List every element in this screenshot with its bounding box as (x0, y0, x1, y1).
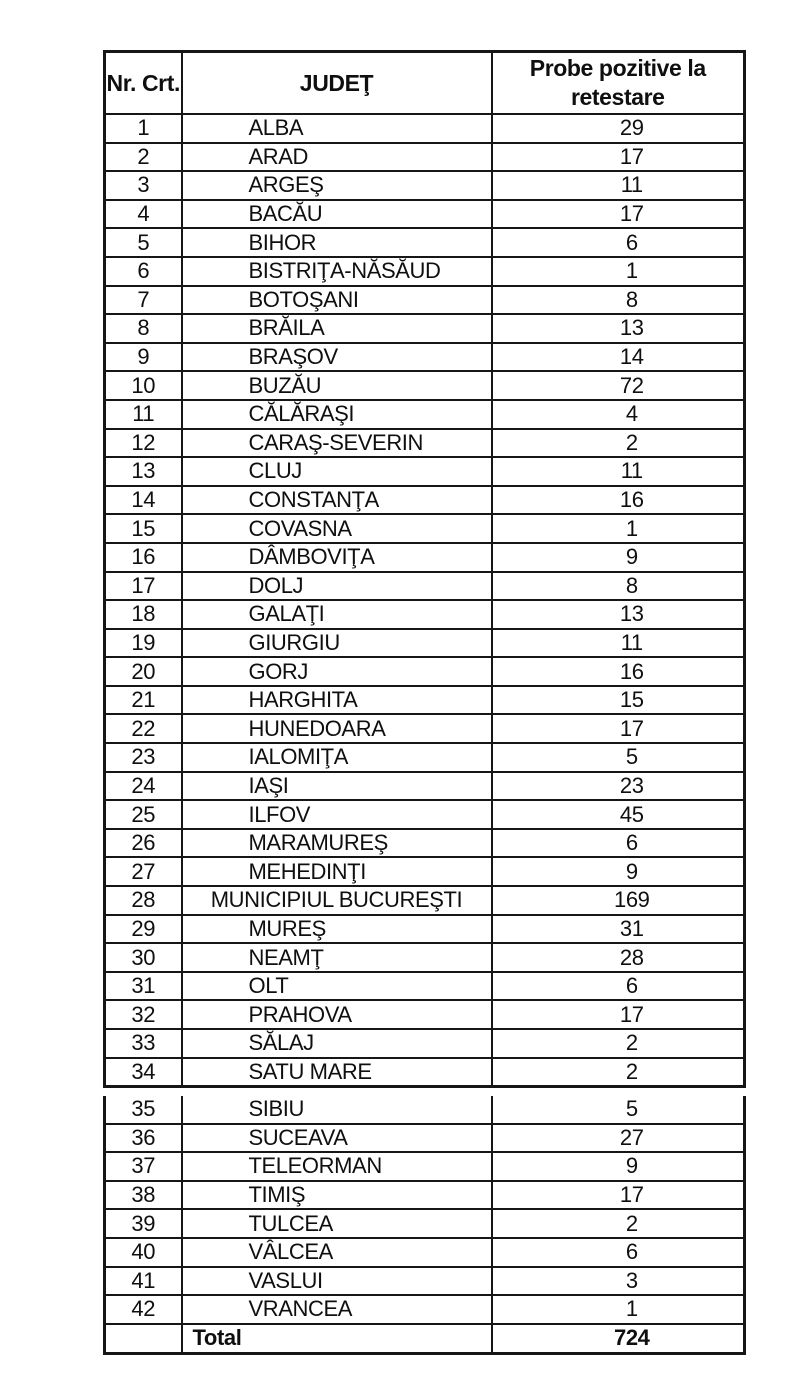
county-name-cell: VRANCEA (182, 1295, 492, 1324)
row-number-cell: 36 (105, 1124, 182, 1153)
table-row (105, 1238, 745, 1267)
row-number-cell: 2 (105, 143, 182, 172)
row-number-cell: 42 (105, 1295, 182, 1324)
positive-samples-cell: 2 (492, 1058, 745, 1087)
counties-table-part1 (103, 50, 746, 1088)
county-name-cell: GALAŢI (182, 600, 492, 629)
table-row (105, 200, 745, 229)
positive-samples-cell: 2 (492, 1209, 745, 1238)
table-row (105, 457, 745, 486)
row-number-cell: 27 (105, 857, 182, 886)
row-number-cell: 6 (105, 257, 182, 286)
positive-samples-cell: 17 (492, 200, 745, 229)
county-name-cell: SĂLAJ (182, 1029, 492, 1058)
county-name-cell: BACĂU (182, 200, 492, 229)
county-name-cell: BISTRIŢA-NĂSĂUD (182, 257, 492, 286)
row-number-cell: 40 (105, 1238, 182, 1267)
table-row (105, 543, 745, 572)
county-name-cell: BUZĂU (182, 371, 492, 400)
positive-samples-cell: 29 (492, 114, 745, 143)
county-name-cell: BRAŞOV (182, 343, 492, 372)
total-label: Total (182, 1324, 492, 1354)
county-name-cell: ALBA (182, 114, 492, 143)
row-number-cell: 17 (105, 572, 182, 601)
table-row (105, 343, 745, 372)
table-row (105, 1058, 745, 1087)
row-number-cell: 5 (105, 228, 182, 257)
total-empty-cell (105, 1324, 182, 1354)
positive-samples-cell: 8 (492, 286, 745, 315)
county-name-cell: PRAHOVA (182, 1000, 492, 1029)
county-name-cell: MUNICIPIUL BUCUREŞTI (182, 886, 492, 915)
table-row (105, 772, 745, 801)
col-header-probe-pozitive: Probe pozitive la retestare (492, 52, 745, 115)
county-name-cell: CĂLĂRAŞI (182, 400, 492, 429)
table-row (105, 629, 745, 658)
table-row (105, 514, 745, 543)
table-row (105, 1124, 745, 1153)
positive-samples-cell: 16 (492, 657, 745, 686)
positive-samples-cell: 16 (492, 486, 745, 515)
table-row (105, 1209, 745, 1238)
row-number-cell: 7 (105, 286, 182, 315)
row-number-cell: 31 (105, 972, 182, 1001)
table-footer (105, 1324, 745, 1354)
positive-samples-cell: 2 (492, 1029, 745, 1058)
table-row (105, 429, 745, 458)
positive-samples-cell: 31 (492, 915, 745, 944)
county-name-cell: NEAMŢ (182, 943, 492, 972)
table-row (105, 314, 745, 343)
positive-samples-cell: 1 (492, 514, 745, 543)
row-number-cell: 32 (105, 1000, 182, 1029)
positive-samples-cell: 17 (492, 714, 745, 743)
row-number-cell: 41 (105, 1267, 182, 1296)
table-row (105, 1267, 745, 1296)
positive-samples-cell: 4 (492, 400, 745, 429)
col-header-judet: JUDEŢ (182, 52, 492, 115)
county-name-cell: TELEORMAN (182, 1152, 492, 1181)
county-name-cell: OLT (182, 972, 492, 1001)
row-number-cell: 21 (105, 686, 182, 715)
county-name-cell: TIMIŞ (182, 1181, 492, 1210)
positive-samples-cell: 2 (492, 429, 745, 458)
row-number-cell: 22 (105, 714, 182, 743)
county-name-cell: DOLJ (182, 572, 492, 601)
county-name-cell: TULCEA (182, 1209, 492, 1238)
table-row (105, 1152, 745, 1181)
table-row (105, 857, 745, 886)
positive-samples-cell: 11 (492, 629, 745, 658)
table-row (105, 143, 745, 172)
positive-samples-cell: 1 (492, 1295, 745, 1324)
table-row (105, 286, 745, 315)
row-number-cell: 12 (105, 429, 182, 458)
table-row (105, 657, 745, 686)
row-number-cell: 25 (105, 800, 182, 829)
row-number-cell: 1 (105, 114, 182, 143)
table-row (105, 228, 745, 257)
table-row (105, 829, 745, 858)
positive-samples-cell: 13 (492, 314, 745, 343)
county-name-cell: HARGHITA (182, 686, 492, 715)
table-row (105, 572, 745, 601)
positive-samples-cell: 3 (492, 1267, 745, 1296)
total-value: 724 (492, 1324, 745, 1354)
positive-samples-cell: 14 (492, 343, 745, 372)
row-number-cell: 10 (105, 371, 182, 400)
row-number-cell: 33 (105, 1029, 182, 1058)
row-number-cell: 18 (105, 600, 182, 629)
table-row (105, 1029, 745, 1058)
table-row (105, 400, 745, 429)
positive-samples-cell: 13 (492, 600, 745, 629)
table-row (105, 886, 745, 915)
positive-samples-cell: 5 (492, 743, 745, 772)
row-number-cell: 8 (105, 314, 182, 343)
table-body-part1 (105, 114, 745, 1087)
row-number-cell: 20 (105, 657, 182, 686)
positive-samples-cell: 23 (492, 772, 745, 801)
row-number-cell: 29 (105, 915, 182, 944)
table-row (105, 972, 745, 1001)
row-number-cell: 4 (105, 200, 182, 229)
positive-samples-cell: 17 (492, 1000, 745, 1029)
row-number-cell: 16 (105, 543, 182, 572)
row-number-cell: 15 (105, 514, 182, 543)
county-name-cell: ARAD (182, 143, 492, 172)
table-row (105, 943, 745, 972)
row-number-cell: 26 (105, 829, 182, 858)
row-number-cell: 39 (105, 1209, 182, 1238)
row-number-cell: 34 (105, 1058, 182, 1087)
positive-samples-cell: 9 (492, 543, 745, 572)
positive-samples-cell: 169 (492, 886, 745, 915)
positive-samples-cell: 17 (492, 1181, 745, 1210)
positive-samples-cell: 1 (492, 257, 745, 286)
county-name-cell: CONSTANŢA (182, 486, 492, 515)
positive-samples-cell: 9 (492, 857, 745, 886)
county-name-cell: BIHOR (182, 228, 492, 257)
positive-samples-cell: 5 (492, 1096, 745, 1124)
county-name-cell: ARGEŞ (182, 171, 492, 200)
row-number-cell: 28 (105, 886, 182, 915)
table-header (105, 52, 745, 115)
table-body-part2 (105, 1096, 745, 1324)
positive-samples-cell: 8 (492, 572, 745, 601)
table-row (105, 1295, 745, 1324)
county-name-cell: CARAŞ-SEVERIN (182, 429, 492, 458)
county-name-cell: MEHEDINŢI (182, 857, 492, 886)
county-name-cell: VASLUI (182, 1267, 492, 1296)
county-name-cell: MARAMUREŞ (182, 829, 492, 858)
county-name-cell: SATU MARE (182, 1058, 492, 1087)
positive-samples-cell: 6 (492, 972, 745, 1001)
row-number-cell: 38 (105, 1181, 182, 1210)
total-row (105, 1324, 745, 1354)
positive-samples-cell: 45 (492, 800, 745, 829)
county-name-cell: MUREŞ (182, 915, 492, 944)
row-number-cell: 19 (105, 629, 182, 658)
table-row (105, 600, 745, 629)
positive-samples-cell: 72 (492, 371, 745, 400)
row-number-cell: 13 (105, 457, 182, 486)
positive-samples-cell: 11 (492, 457, 745, 486)
county-name-cell: IALOMIŢA (182, 743, 492, 772)
row-number-cell: 23 (105, 743, 182, 772)
table-row (105, 257, 745, 286)
table-row (105, 743, 745, 772)
county-name-cell: CLUJ (182, 457, 492, 486)
row-number-cell: 11 (105, 400, 182, 429)
positive-samples-cell: 9 (492, 1152, 745, 1181)
row-number-cell: 35 (105, 1096, 182, 1124)
positive-samples-cell: 15 (492, 686, 745, 715)
positive-samples-cell: 6 (492, 829, 745, 858)
positive-samples-cell: 6 (492, 1238, 745, 1267)
table-row (105, 1096, 745, 1124)
row-number-cell: 9 (105, 343, 182, 372)
positive-samples-cell: 27 (492, 1124, 745, 1153)
row-number-cell: 24 (105, 772, 182, 801)
county-name-cell: HUNEDOARA (182, 714, 492, 743)
county-name-cell: GORJ (182, 657, 492, 686)
county-name-cell: SIBIU (182, 1096, 492, 1124)
positive-samples-cell: 17 (492, 143, 745, 172)
table-row (105, 171, 745, 200)
county-name-cell: BOTOŞANI (182, 286, 492, 315)
table-row (105, 1000, 745, 1029)
row-number-cell: 3 (105, 171, 182, 200)
county-name-cell: SUCEAVA (182, 1124, 492, 1153)
table-row (105, 486, 745, 515)
positive-samples-cell: 6 (492, 228, 745, 257)
counties-table-part2 (103, 1096, 746, 1355)
county-name-cell: DÂMBOVIŢA (182, 543, 492, 572)
county-name-cell: IAŞI (182, 772, 492, 801)
table-row (105, 915, 745, 944)
county-name-cell: BRĂILA (182, 314, 492, 343)
table-row (105, 371, 745, 400)
row-number-cell: 30 (105, 943, 182, 972)
county-name-cell: COVASNA (182, 514, 492, 543)
table-row (105, 114, 745, 143)
county-name-cell: GIURGIU (182, 629, 492, 658)
county-name-cell: ILFOV (182, 800, 492, 829)
col-header-nr-crt: Nr. Crt. (105, 52, 182, 115)
table-row (105, 800, 745, 829)
county-name-cell: VÂLCEA (182, 1238, 492, 1267)
positive-samples-cell: 11 (492, 171, 745, 200)
table-row (105, 686, 745, 715)
header-row (105, 52, 745, 115)
table-row (105, 1181, 745, 1210)
table-row (105, 714, 745, 743)
row-number-cell: 14 (105, 486, 182, 515)
positive-samples-cell: 28 (492, 943, 745, 972)
row-number-cell: 37 (105, 1152, 182, 1181)
